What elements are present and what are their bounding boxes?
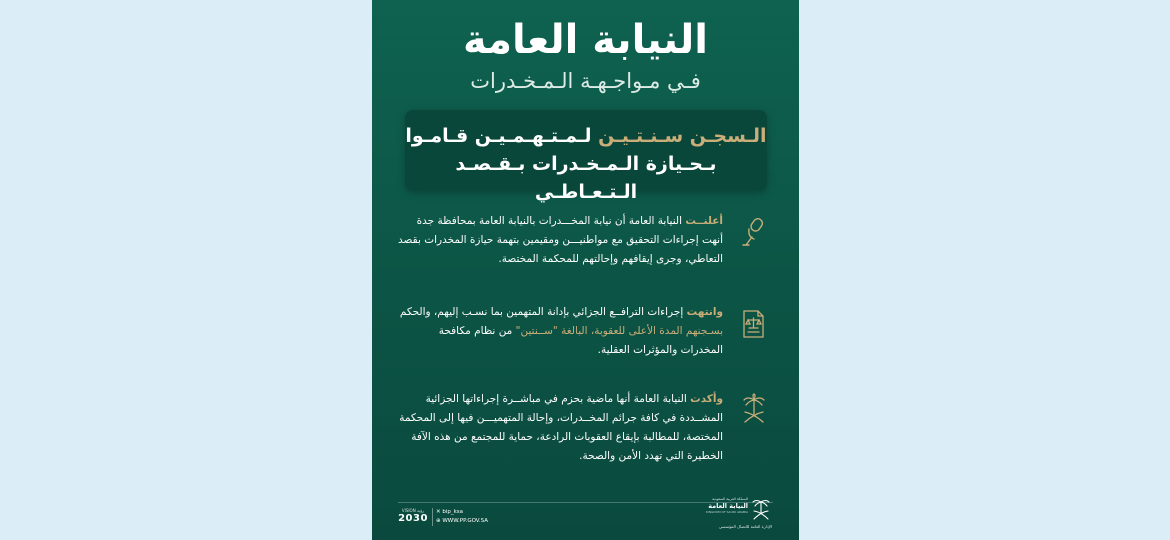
website-link[interactable] [436, 517, 488, 526]
headline-white-text: لـمـتـهـمـيـن قـامـوا [405, 125, 592, 147]
logo-line-1: المملكة العربية السعودية [712, 497, 748, 501]
document-scales-icon [740, 307, 768, 341]
logo-line-2: النيابة العامة [708, 502, 748, 510]
paragraph-2-highlight: بسـجنهم المدة الأعلى للعقوبة، البالغة "ســنتين" [515, 325, 723, 337]
paragraph-1-text: النيابة العامة أن نيابة المخـــدرات بالنيابة العامة بمحافظة جدة أنهت إجراءات التحقيق مع مواطنيـــن ومقيمين بتهمة حيازة المخدرات بقصد التعاطي، وجرى إيقافهم وإحالتهم للمحكمة المختصة. [398, 215, 723, 265]
headline-line-1 [405, 122, 767, 150]
poster [372, 0, 799, 540]
footer-separator [432, 508, 433, 526]
globe-icon: ⊕ [436, 518, 441, 524]
paragraph-verdict [398, 303, 723, 360]
paragraph-2-text-after: من نظام مكافحة المخدرات والمؤثرات العقلية. [438, 325, 723, 356]
headline-box [405, 110, 767, 203]
website-url: WWW.PP.GOV.SA [442, 518, 488, 524]
twitter-link[interactable] [436, 508, 488, 517]
logo-line-3: KINGDOM OF SAUDI ARABIA [705, 510, 748, 514]
vision-year: 2030 [398, 513, 428, 524]
vision-label: VISION رؤية [401, 508, 425, 513]
prosecution-logo-text [705, 497, 748, 514]
logo-caption: الإدارة العامة للاتصال المؤسسي [718, 524, 772, 529]
paragraph-3-text: النيابة العامة أنها ماضية بحزم في مباشــرة إجراءاتها الجزائية المشــددة في كافة جرائم المخــدرات، وإحالة المتهميـــن فيها إلى المحكمة المختصة، للمطالبة بإيقاع العقوبات الرادعة، حماية للمجتمع من هذه الآفة الخطيرة التي تهدد الأمن والصحة. [399, 393, 723, 462]
paragraph-commitment [398, 390, 723, 466]
palm-swords-icon [740, 392, 768, 426]
paragraph-3-lead: وأكدت [690, 393, 723, 405]
vision-2030-logo [398, 508, 428, 528]
microphone-icon [740, 215, 768, 249]
twitter-handle: bip_ksa [442, 509, 464, 515]
footer-social [436, 508, 488, 526]
headline-line-2: بـحـيازة الـمـخـدرات بـقـصـد الـتـعـاطـي [455, 153, 717, 203]
paragraph-1-lead: أعلنــت [685, 215, 723, 227]
paragraph-2-lead: وانتهت [686, 306, 723, 318]
poster-title: النيابة العامة [463, 17, 708, 63]
poster-subtitle: فـي مـواجـهـة الـمـخـدرات [470, 69, 701, 93]
headline-gold-text: الـسجـن سـنـتـيـن [598, 125, 767, 147]
twitter-icon: ✕ [436, 509, 441, 515]
paragraph-announcement [398, 212, 723, 269]
paragraph-2-text-before: إجراءات الترافــع الجزائي بإدانة المتهمين بما نسـب إليهم، والحكم [399, 306, 684, 318]
saudi-emblem-icon [750, 496, 772, 522]
